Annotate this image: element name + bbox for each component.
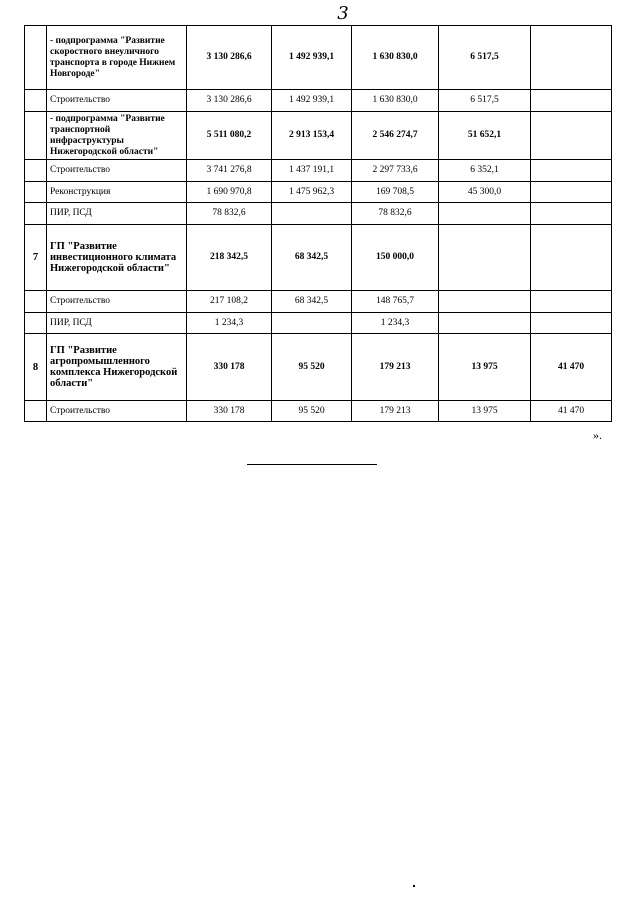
budget-table (24, 25, 612, 422)
cell-value: 1 492 939,1 (272, 90, 352, 112)
table-row (25, 182, 612, 203)
row-name: ГП "Развитие инвестиционного климата Нижегородской области" (47, 225, 187, 291)
cell-value: 1 492 939,1 (272, 26, 352, 90)
row-name: ПИР, ПСД (47, 203, 187, 225)
row-name: - подпрограмма "Развитие скоростного внеуличного транспорта в городе Нижнем Новгороде" (47, 26, 187, 90)
cell-value: 217 108,2 (187, 291, 272, 313)
row-name: Строительство (47, 291, 187, 313)
cell-value: 179 213 (352, 334, 439, 401)
cell-value: 51 652,1 (439, 112, 531, 160)
row-index (25, 291, 47, 313)
cell-value: 41 470 (531, 401, 612, 422)
cell-value: 1 630 830,0 (352, 26, 439, 90)
scan-speck (413, 885, 415, 887)
cell-value (531, 26, 612, 90)
row-name: - подпрограмма "Развитие транспортной инфраструктуры Нижегородской области" (47, 112, 187, 160)
cell-value (272, 203, 352, 225)
cell-value: 2 546 274,7 (352, 112, 439, 160)
table-row (25, 313, 612, 334)
row-index (25, 182, 47, 203)
row-index (25, 90, 47, 112)
cell-value (531, 160, 612, 182)
cell-value: 2 297 733,6 (352, 160, 439, 182)
cell-value (531, 182, 612, 203)
row-index (25, 160, 47, 182)
cell-value: 78 832,6 (352, 203, 439, 225)
cell-value: 1 475 962,3 (272, 182, 352, 203)
row-name: Строительство (47, 90, 187, 112)
separator-line (247, 464, 377, 465)
cell-value (439, 203, 531, 225)
table-row (25, 112, 612, 160)
cell-value: 95 520 (272, 401, 352, 422)
row-name: ПИР, ПСД (47, 313, 187, 334)
cell-value: 13 975 (439, 401, 531, 422)
cell-value: 330 178 (187, 334, 272, 401)
cell-value: 179 213 (352, 401, 439, 422)
cell-value: 3 130 286,6 (187, 26, 272, 90)
cell-value: 3 130 286,6 (187, 90, 272, 112)
cell-value: 330 178 (187, 401, 272, 422)
table-row (25, 160, 612, 182)
table-row (25, 225, 612, 291)
cell-value: 150 000,0 (352, 225, 439, 291)
cell-value (531, 90, 612, 112)
table-row (25, 203, 612, 225)
cell-value (272, 313, 352, 334)
cell-value (439, 313, 531, 334)
cell-value (439, 225, 531, 291)
cell-value: 6 517,5 (439, 90, 531, 112)
row-name: Строительство (47, 401, 187, 422)
row-index (25, 112, 47, 160)
cell-value (531, 112, 612, 160)
row-name: Строительство (47, 160, 187, 182)
cell-value: 2 913 153,4 (272, 112, 352, 160)
table-row (25, 401, 612, 422)
row-index (25, 203, 47, 225)
page-number: 3 (337, 3, 349, 24)
cell-value: 95 520 (272, 334, 352, 401)
cell-value: 1 234,3 (352, 313, 439, 334)
cell-value: 3 741 276,8 (187, 160, 272, 182)
cell-value: 41 470 (531, 334, 612, 401)
cell-value (531, 313, 612, 334)
cell-value: 45 300,0 (439, 182, 531, 203)
row-index: 8 (25, 334, 47, 401)
cell-value: 1 234,3 (187, 313, 272, 334)
table-row (25, 334, 612, 401)
cell-value: 78 832,6 (187, 203, 272, 225)
cell-value: 169 708,5 (352, 182, 439, 203)
cell-value: 6 517,5 (439, 26, 531, 90)
cell-value (531, 291, 612, 313)
row-index (25, 401, 47, 422)
row-index: 7 (25, 225, 47, 291)
cell-value: 148 765,7 (352, 291, 439, 313)
table-row (25, 291, 612, 313)
cell-value: 218 342,5 (187, 225, 272, 291)
table-row (25, 26, 612, 90)
row-index (25, 26, 47, 90)
cell-value: 13 975 (439, 334, 531, 401)
cell-value: 68 342,5 (272, 225, 352, 291)
cell-value (439, 291, 531, 313)
cell-value (531, 225, 612, 291)
cell-value: 6 352,1 (439, 160, 531, 182)
cell-value: 5 511 080,2 (187, 112, 272, 160)
row-name: Реконструкция (47, 182, 187, 203)
row-name: ГП "Развитие агропромышленного комплекса Нижегородской области" (47, 334, 187, 401)
cell-value (531, 203, 612, 225)
table-row (25, 90, 612, 112)
cell-value: 1 690 970,8 (187, 182, 272, 203)
cell-value: 68 342,5 (272, 291, 352, 313)
row-index (25, 313, 47, 334)
cell-value: 1 437 191,1 (272, 160, 352, 182)
closing-quote-mark: ». (593, 428, 602, 442)
cell-value: 1 630 830,0 (352, 90, 439, 112)
